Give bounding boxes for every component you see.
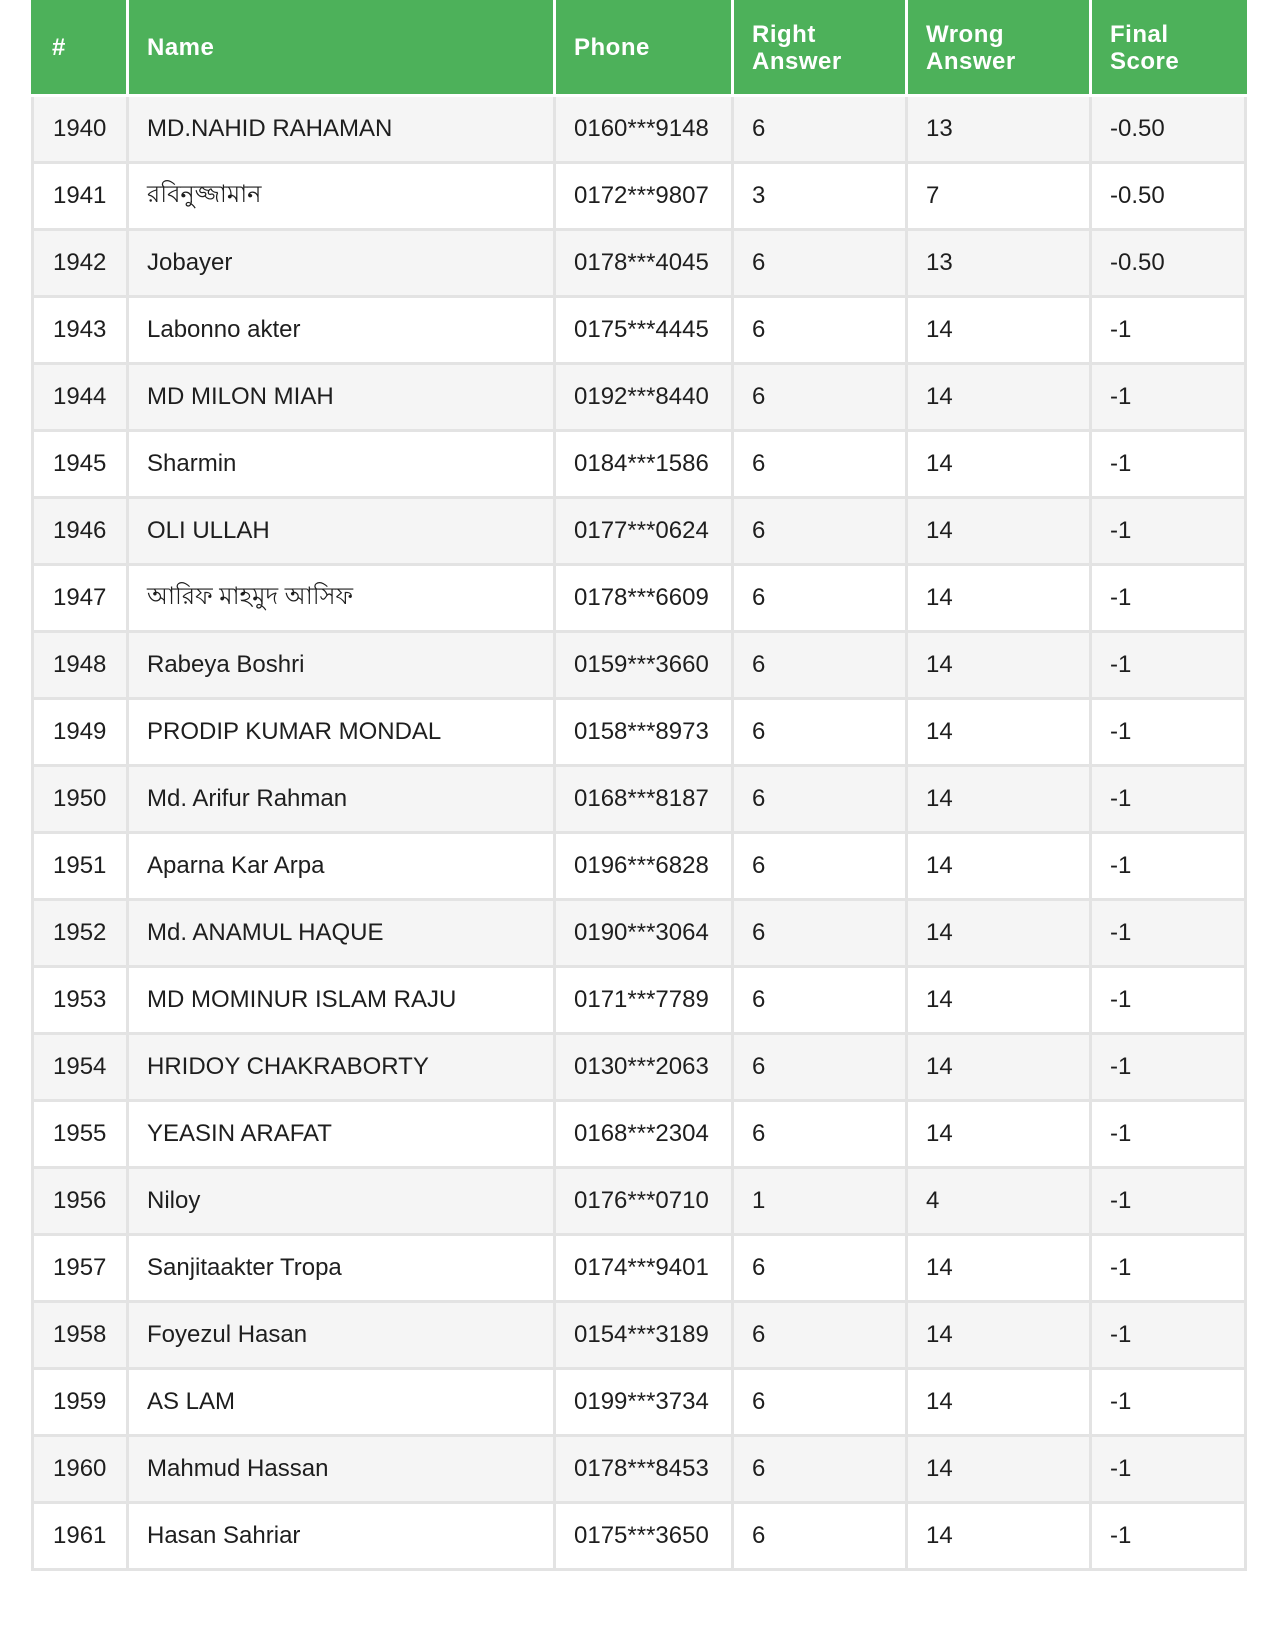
table-row xyxy=(33,765,1246,832)
cell-name: Labonno akter xyxy=(128,296,555,363)
cell-phone: 0199***3734 xyxy=(555,1368,733,1435)
cell-final-score: -1 xyxy=(1091,430,1246,497)
cell-final-score: -1 xyxy=(1091,899,1246,966)
cell-phone: 0184***1586 xyxy=(555,430,733,497)
cell-phone: 0168***2304 xyxy=(555,1100,733,1167)
header-name: Name xyxy=(128,1,555,95)
cell-number: 1959 xyxy=(33,1368,128,1435)
cell-name: AS LAM xyxy=(128,1368,555,1435)
cell-right-answer: 6 xyxy=(733,631,907,698)
cell-final-score: -1 xyxy=(1091,832,1246,899)
cell-right-answer: 6 xyxy=(733,899,907,966)
cell-final-score: -1 xyxy=(1091,1167,1246,1234)
table-row xyxy=(33,899,1246,966)
cell-name: MD MOMINUR ISLAM RAJU xyxy=(128,966,555,1033)
cell-right-answer: 6 xyxy=(733,1234,907,1301)
cell-wrong-answer: 14 xyxy=(907,1100,1091,1167)
cell-right-answer: 6 xyxy=(733,698,907,765)
cell-wrong-answer: 14 xyxy=(907,564,1091,631)
table-row xyxy=(33,497,1246,564)
table-body xyxy=(33,95,1246,1569)
cell-number: 1956 xyxy=(33,1167,128,1234)
cell-final-score: -1 xyxy=(1091,966,1246,1033)
cell-name: Jobayer xyxy=(128,229,555,296)
cell-wrong-answer: 13 xyxy=(907,95,1091,162)
cell-right-answer: 6 xyxy=(733,564,907,631)
cell-final-score: -0.50 xyxy=(1091,95,1246,162)
cell-right-answer: 6 xyxy=(733,966,907,1033)
cell-number: 1960 xyxy=(33,1435,128,1502)
cell-right-answer: 6 xyxy=(733,1502,907,1569)
cell-wrong-answer: 14 xyxy=(907,631,1091,698)
table-row xyxy=(33,832,1246,899)
cell-phone: 0178***6609 xyxy=(555,564,733,631)
table-row xyxy=(33,1301,1246,1368)
cell-number: 1945 xyxy=(33,430,128,497)
cell-wrong-answer: 14 xyxy=(907,832,1091,899)
cell-final-score: -1 xyxy=(1091,1301,1246,1368)
cell-right-answer: 3 xyxy=(733,162,907,229)
cell-right-answer: 6 xyxy=(733,1100,907,1167)
cell-final-score: -1 xyxy=(1091,1502,1246,1569)
cell-number: 1944 xyxy=(33,363,128,430)
cell-phone: 0168***8187 xyxy=(555,765,733,832)
cell-wrong-answer: 14 xyxy=(907,296,1091,363)
cell-wrong-answer: 13 xyxy=(907,229,1091,296)
cell-number: 1953 xyxy=(33,966,128,1033)
cell-right-answer: 6 xyxy=(733,1368,907,1435)
cell-phone: 0190***3064 xyxy=(555,899,733,966)
table-row xyxy=(33,1033,1246,1100)
cell-number: 1952 xyxy=(33,899,128,966)
cell-phone: 0158***8973 xyxy=(555,698,733,765)
cell-wrong-answer: 14 xyxy=(907,1502,1091,1569)
header-wrong-answer: Wrong Answer xyxy=(907,1,1091,95)
cell-number: 1942 xyxy=(33,229,128,296)
cell-name: Md. Arifur Rahman xyxy=(128,765,555,832)
cell-phone: 0171***7789 xyxy=(555,966,733,1033)
table-row xyxy=(33,363,1246,430)
cell-number: 1961 xyxy=(33,1502,128,1569)
cell-name: Aparna Kar Arpa xyxy=(128,832,555,899)
header-right-answer: Right Answer xyxy=(733,1,907,95)
cell-phone: 0176***0710 xyxy=(555,1167,733,1234)
cell-final-score: -1 xyxy=(1091,296,1246,363)
cell-phone: 0172***9807 xyxy=(555,162,733,229)
cell-wrong-answer: 14 xyxy=(907,966,1091,1033)
cell-phone: 0177***0624 xyxy=(555,497,733,564)
cell-right-answer: 6 xyxy=(733,765,907,832)
table-row xyxy=(33,1100,1246,1167)
cell-name: Md. ANAMUL HAQUE xyxy=(128,899,555,966)
cell-name: Rabeya Boshri xyxy=(128,631,555,698)
cell-right-answer: 6 xyxy=(733,363,907,430)
results-table xyxy=(31,0,1247,1571)
table-row xyxy=(33,966,1246,1033)
cell-name: HRIDOY CHAKRABORTY xyxy=(128,1033,555,1100)
cell-final-score: -1 xyxy=(1091,1435,1246,1502)
cell-phone: 0178***8453 xyxy=(555,1435,733,1502)
cell-phone: 0159***3660 xyxy=(555,631,733,698)
cell-wrong-answer: 14 xyxy=(907,430,1091,497)
cell-name: Hasan Sahriar xyxy=(128,1502,555,1569)
cell-number: 1957 xyxy=(33,1234,128,1301)
cell-name: Niloy xyxy=(128,1167,555,1234)
table-row xyxy=(33,631,1246,698)
cell-right-answer: 6 xyxy=(733,296,907,363)
table-row xyxy=(33,1502,1246,1569)
cell-wrong-answer: 14 xyxy=(907,1435,1091,1502)
cell-wrong-answer: 14 xyxy=(907,1033,1091,1100)
table-row xyxy=(33,1167,1246,1234)
cell-number: 1943 xyxy=(33,296,128,363)
header-final-score: Final Score xyxy=(1091,1,1246,95)
table-header xyxy=(33,1,1246,95)
cell-final-score: -1 xyxy=(1091,698,1246,765)
header-number: # xyxy=(33,1,128,95)
cell-wrong-answer: 14 xyxy=(907,1234,1091,1301)
cell-wrong-answer: 7 xyxy=(907,162,1091,229)
cell-right-answer: 6 xyxy=(733,1435,907,1502)
cell-final-score: -1 xyxy=(1091,497,1246,564)
cell-phone: 0196***6828 xyxy=(555,832,733,899)
cell-name: Sharmin xyxy=(128,430,555,497)
header-row xyxy=(33,1,1246,95)
cell-number: 1950 xyxy=(33,765,128,832)
cell-name: MD.NAHID RAHAMAN xyxy=(128,95,555,162)
cell-number: 1947 xyxy=(33,564,128,631)
table-row xyxy=(33,698,1246,765)
cell-name: Mahmud Hassan xyxy=(128,1435,555,1502)
header-phone: Phone xyxy=(555,1,733,95)
cell-right-answer: 6 xyxy=(733,229,907,296)
cell-final-score: -1 xyxy=(1091,564,1246,631)
cell-wrong-answer: 14 xyxy=(907,899,1091,966)
cell-name: Foyezul Hasan xyxy=(128,1301,555,1368)
cell-phone: 0175***4445 xyxy=(555,296,733,363)
cell-wrong-answer: 4 xyxy=(907,1167,1091,1234)
cell-wrong-answer: 14 xyxy=(907,698,1091,765)
cell-right-answer: 6 xyxy=(733,1301,907,1368)
cell-final-score: -1 xyxy=(1091,363,1246,430)
cell-phone: 0154***3189 xyxy=(555,1301,733,1368)
cell-wrong-answer: 14 xyxy=(907,765,1091,832)
cell-wrong-answer: 14 xyxy=(907,363,1091,430)
cell-name: আরিফ মাহমুদ আসিফ xyxy=(128,564,555,631)
cell-final-score: -1 xyxy=(1091,1368,1246,1435)
table-row xyxy=(33,229,1246,296)
cell-final-score: -1 xyxy=(1091,1033,1246,1100)
cell-phone: 0178***4045 xyxy=(555,229,733,296)
cell-final-score: -1 xyxy=(1091,765,1246,832)
cell-number: 1949 xyxy=(33,698,128,765)
cell-phone: 0192***8440 xyxy=(555,363,733,430)
cell-final-score: -1 xyxy=(1091,1100,1246,1167)
cell-final-score: -0.50 xyxy=(1091,229,1246,296)
cell-right-answer: 1 xyxy=(733,1167,907,1234)
cell-name: OLI ULLAH xyxy=(128,497,555,564)
table-row xyxy=(33,1435,1246,1502)
cell-name: PRODIP KUMAR MONDAL xyxy=(128,698,555,765)
cell-right-answer: 6 xyxy=(733,430,907,497)
cell-name: Sanjitaakter Tropa xyxy=(128,1234,555,1301)
cell-final-score: -0.50 xyxy=(1091,162,1246,229)
cell-number: 1941 xyxy=(33,162,128,229)
cell-number: 1946 xyxy=(33,497,128,564)
cell-right-answer: 6 xyxy=(733,1033,907,1100)
cell-number: 1948 xyxy=(33,631,128,698)
cell-number: 1954 xyxy=(33,1033,128,1100)
cell-wrong-answer: 14 xyxy=(907,497,1091,564)
cell-name: YEASIN ARAFAT xyxy=(128,1100,555,1167)
cell-phone: 0160***9148 xyxy=(555,95,733,162)
cell-phone: 0175***3650 xyxy=(555,1502,733,1569)
table-row xyxy=(33,1234,1246,1301)
cell-number: 1940 xyxy=(33,95,128,162)
table-row xyxy=(33,95,1246,162)
cell-phone: 0130***2063 xyxy=(555,1033,733,1100)
cell-right-answer: 6 xyxy=(733,95,907,162)
cell-phone: 0174***9401 xyxy=(555,1234,733,1301)
cell-final-score: -1 xyxy=(1091,631,1246,698)
table-row xyxy=(33,162,1246,229)
cell-number: 1958 xyxy=(33,1301,128,1368)
cell-name: MD MILON MIAH xyxy=(128,363,555,430)
cell-final-score: -1 xyxy=(1091,1234,1246,1301)
cell-right-answer: 6 xyxy=(733,832,907,899)
cell-name: রবিনুজ্জামান xyxy=(128,162,555,229)
table-row xyxy=(33,430,1246,497)
cell-number: 1951 xyxy=(33,832,128,899)
table-row xyxy=(33,296,1246,363)
cell-number: 1955 xyxy=(33,1100,128,1167)
table-row xyxy=(33,564,1246,631)
cell-wrong-answer: 14 xyxy=(907,1301,1091,1368)
cell-wrong-answer: 14 xyxy=(907,1368,1091,1435)
table-row xyxy=(33,1368,1246,1435)
cell-right-answer: 6 xyxy=(733,497,907,564)
